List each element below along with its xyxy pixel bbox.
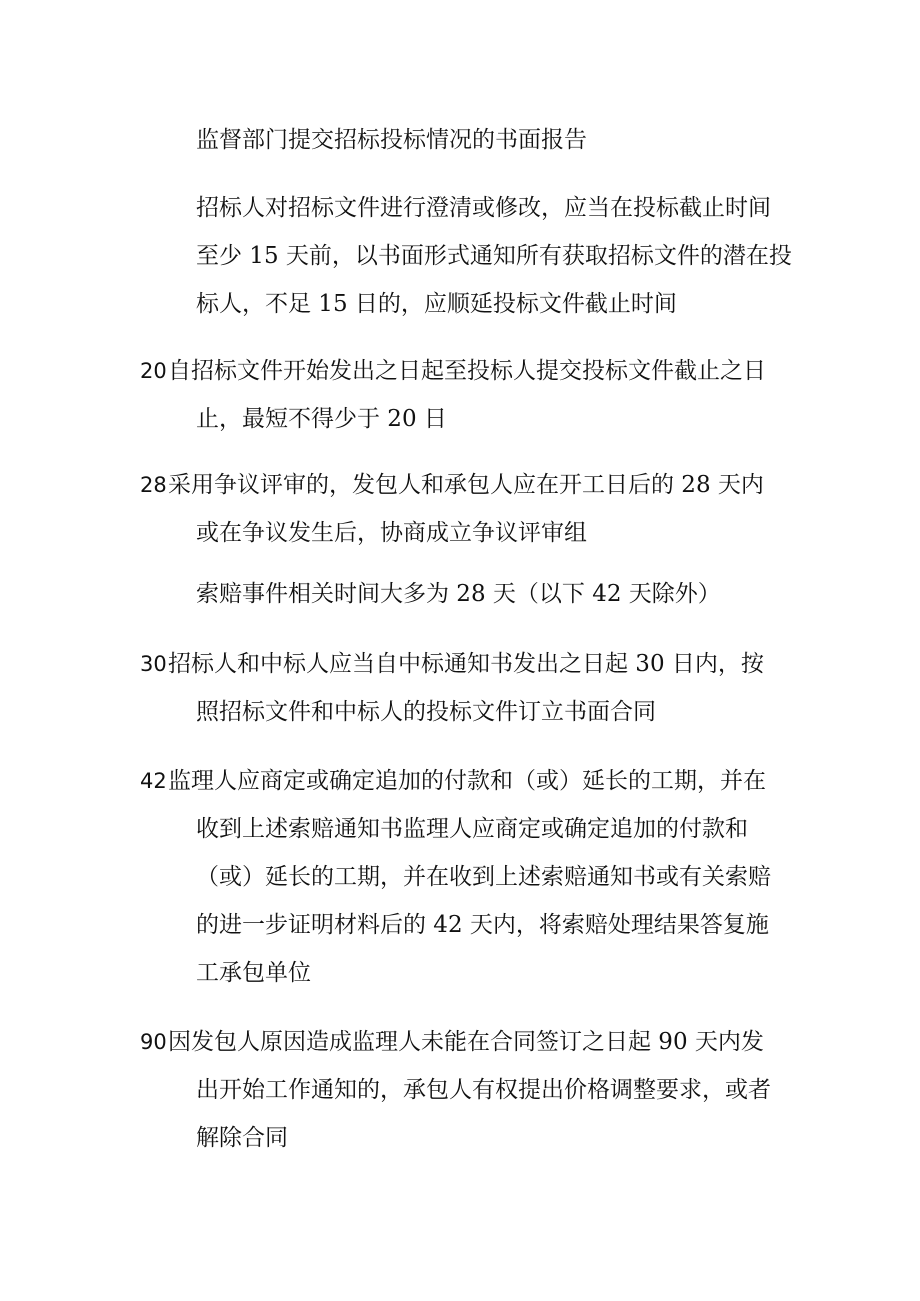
paragraph-clarification-notice	[140, 184, 800, 328]
paragraph-line: 工承包单位	[196, 960, 311, 986]
paragraph-line: 因发包人原因造成监理人未能在合同签订之日起 90 天内发	[168, 1029, 764, 1055]
paragraph-line: 解除合同	[196, 1125, 288, 1151]
paragraph-line: 照招标文件和中标人的投标文件订立书面合同	[196, 699, 656, 725]
item-number: 42	[140, 769, 167, 793]
item-number: 20	[140, 359, 167, 383]
paragraph-claim-timing	[140, 570, 800, 618]
paragraph-line: 招标人对招标文件进行澄清或修改，应当在投标截止时间	[196, 195, 771, 221]
paragraph-line: 采用争议评审的，发包人和承包人应在开工日后的 28 天内	[168, 472, 764, 498]
paragraph-line: 索赔事件相关时间大多为 28 天（以下 42 天除外）	[196, 581, 721, 607]
paragraph-item-90	[140, 1018, 800, 1162]
paragraph-line: 招标人和中标人应当自中标通知书发出之日起 30 日内，按	[168, 651, 764, 677]
paragraph-supervision-report	[140, 116, 800, 164]
paragraph-line: 收到上述索赔通知书监理人应商定或确定追加的付款和	[196, 816, 748, 842]
paragraph-line: （或）延长的工期，并在收到上述索赔通知书或有关索赔	[196, 864, 771, 890]
paragraph-line: 至少 15 天前，以书面形式通知所有获取招标文件的潜在投	[196, 243, 792, 269]
paragraph-line: 止，最短不得少于 20 日	[196, 406, 447, 432]
paragraph-line: 监理人应商定或确定追加的付款和（或）延长的工期，并在	[168, 768, 766, 794]
paragraph-line: 或在争议发生后，协商成立争议评审组	[196, 520, 587, 546]
item-number: 30	[140, 652, 167, 676]
paragraph-line: 自招标文件开始发出之日起至投标人提交投标文件截止之日	[168, 358, 766, 384]
paragraph-item-30	[140, 640, 800, 736]
paragraph-line: 标人，不足 15 日的，应顺延投标文件截止时间	[196, 291, 677, 317]
paragraph-item-20	[140, 347, 800, 443]
item-number: 90	[140, 1030, 167, 1054]
paragraph-item-42	[140, 757, 800, 997]
item-number: 28	[140, 473, 167, 497]
paragraph-line: 监督部门提交招标投标情况的书面报告	[196, 127, 587, 153]
paragraph-item-28	[140, 461, 800, 557]
paragraph-line: 出开始工作通知的，承包人有权提出价格调整要求，或者	[196, 1077, 771, 1103]
paragraph-line: 的进一步证明材料后的 42 天内，将索赔处理结果答复施	[196, 912, 769, 938]
